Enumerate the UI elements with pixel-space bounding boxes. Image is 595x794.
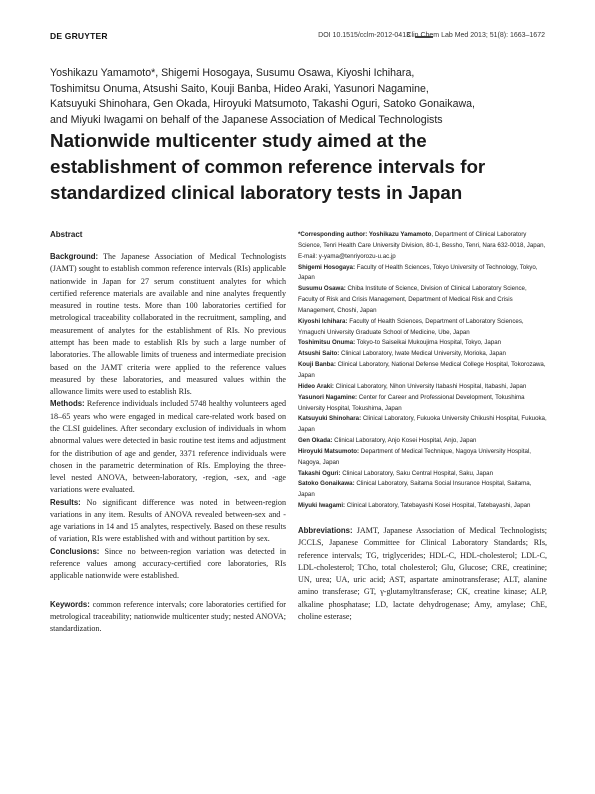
abstract-heading: Abstract	[50, 230, 83, 239]
conclusions-label: Conclusions:	[50, 546, 100, 556]
publisher-logo: DE GRUYTER	[50, 31, 108, 41]
article-title	[50, 128, 550, 206]
affiliation-item	[298, 414, 547, 436]
affiliation-name: Shigemi Hosogaya:	[298, 263, 355, 271]
keywords-label: Keywords:	[50, 599, 90, 609]
affiliation-text: Tokyo-to Saiseikai Mukoujima Hospital, Tokyo, Japan	[355, 339, 502, 347]
affiliation-text: Clinical Laboratory, National Defense Medical College Hospital, Tokorozawa, Japan	[298, 361, 546, 379]
methods-text: Reference individuals included 5748 healthy volunteers aged 18–65 years who were engaged in medical care-related work based on the CLSI guidelines. After secondary exclusion of individuals in whom abnormal values were detected in basic routine test items and adjustment for the distribution of age and gender, 3371 reference individuals were chosen in the parametric determination of RIs. Employing the three-level nested ANOVA, between-laboratory, -region, -sex, and -age variations were evaluated.	[50, 399, 286, 495]
page-header	[50, 31, 545, 45]
journal-citation: Clin Chem Lab Med 2013; 51(8): 1663–1672	[406, 32, 545, 39]
affiliation-name: Miyuki Iwagami:	[298, 502, 346, 510]
abstract-body	[50, 251, 286, 583]
keywords	[50, 599, 286, 636]
affiliation-text: , Department of Clinical Laboratory Science, Tenri Health Care University Division, 80-1, Bessho, Tenri, Nara 632-0018, Japan, E-mail: y-yama@tenriyorozu-u.ac.jp	[298, 231, 546, 260]
affiliation-name: Hiroyuki Matsumoto:	[298, 447, 360, 455]
results-text: No significant difference was noted in between-region variations in any item. Results of ANOVA revealed between-sex and -age variations in 14 and 15 analytes, respectively. Based on these results of variation, RIs were established with and without partition by sex.	[50, 497, 286, 544]
author-line: and Miyuki Iwagami on behalf of the Japanese Association of Medical Technologists	[50, 113, 443, 126]
affiliation-name: Satoko Gonaikawa:	[298, 480, 355, 488]
affiliation-text: Faculty of Health Sciences, Tokyo University of Technology, Tokyo, Japan	[298, 263, 538, 282]
affiliation-text: Center for Career and Professional Development, Tokushima University Hospital, Tokushima, Japan	[298, 393, 525, 412]
affiliation-item	[298, 447, 547, 469]
background-text: The Japanese Association of Medical Technologists (JAMT) sought to establish common reference intervals (RIs) applicable nationwide in Japan for 27 serum constituent analytes for which certified reference materials are available and nine analytes frequently measured in routine tests. More than 100 laboratories certified for metrological traceability collaborated in the recruitment, sampling, and measurement of analytes for the establishment of RIs. No previous attempt has been made to establish RIs by such a large number of laboratories. The allowable limits of trueness and intermediate precision based on the JAMT criteria were applied to the reference values measured by these laboratories, and measured values within the allowance limits were used to establish RIs.	[50, 252, 286, 397]
affiliation-item	[298, 469, 547, 480]
affiliation-text: Chiba Institute of Science, Division of Clinical Laboratory Science, Faculty of Risk and Crisis Management, Department of Medical Risk and Crisis Management, Choshi, Japan	[298, 285, 527, 314]
methods-label: Methods:	[50, 399, 85, 409]
affiliation-name: Gen Okada:	[298, 437, 333, 445]
author-line: Toshimitsu Onuma, Atsushi Saito, Kouji Banba, Hideo Araki, Yasunori Nagamine,	[50, 82, 429, 95]
affiliation-item	[298, 436, 547, 447]
affiliation-text: Clinical Laboratory, Iwate Medical University, Morioka, Japan	[339, 350, 506, 358]
author-line: Katsuyuki Shinohara, Gen Okada, Hiroyuki Matsumoto, Takashi Oguri, Satoko Gonaikawa,	[50, 98, 475, 111]
background-label: Background:	[50, 252, 99, 261]
affiliation-item	[298, 284, 547, 317]
author-line: Yoshikazu Yamamoto*, Shigemi Hosogaya, Susumu Osawa, Kiyoshi Ichihara,	[50, 67, 415, 79]
affiliation-text: Clinical Laboratory, Saitama Social Insurance Hospital, Saitama, Japan	[298, 480, 532, 499]
affiliation-item	[298, 263, 547, 285]
affiliation-item	[298, 317, 547, 339]
affiliation-item	[298, 349, 547, 360]
affiliation-item	[298, 501, 547, 512]
right-column	[298, 230, 547, 631]
affiliation-text: Clinical Laboratory, Tatebayashi Kosei Hospital, Tatebayashi, Japan	[345, 502, 531, 510]
results-label: Results:	[50, 497, 81, 507]
affiliation-name: Toshimitsu Onuma:	[298, 339, 356, 347]
affiliation-item	[298, 479, 547, 501]
title-line: establishment of common reference intervals for	[50, 156, 486, 177]
left-column	[50, 230, 286, 635]
author-list	[50, 66, 550, 128]
affiliation-name: Susumu Osawa:	[298, 285, 346, 293]
abbreviations	[298, 525, 547, 623]
affiliation-name: Hideo Araki:	[298, 382, 334, 390]
affiliation-item	[298, 230, 547, 263]
affiliation-item	[298, 393, 547, 415]
affiliation-text: Clinical Laboratory, Nihon University Itabashi Hospital, Itabashi, Japan	[333, 382, 527, 390]
affiliation-item	[298, 360, 547, 382]
affiliation-text: Clinical Laboratory, Fukuoka University Chikushi Hospital, Fukuoka, Japan	[298, 415, 547, 434]
affiliation-name: Yasunori Nagamine:	[298, 393, 358, 401]
affiliation-name: Katsuyuki Shinohara:	[298, 415, 362, 423]
affiliation-name: Kouji Banba:	[298, 361, 336, 369]
affiliation-text: Department of Medical Technique, Nagoya University Hospital, Nagoya, Japan	[298, 447, 531, 466]
doi[interactable]: DOI 10.1515/cclm-2012-0413	[318, 32, 410, 39]
affiliation-text: Faculty of Health Sciences, Department of Laboratory Sciences, Ymaguchi University Graduate School of Medicine, Ube, Japan	[298, 317, 524, 336]
abbreviations-text: JAMT, Japanese Association of Medical Technologists; JCCLS, Japanese Committee for Clinical Laboratory Standards; RIs, reference intervals; TG, triglycerides; HDL-C, HDL-cholesterol; LDL-C, LDL-cholesterol; TCho, total cholesterol; Glu, Glucose; CRE, creatinine; UN, urea; UA, uric acid; AST, aspartate aminotransferase; ALT, alanine amino transferase; GT, γ-glutamyltransferase; CK, creatine kinase; ALP, alkaline phosphatase; LD, lactate dehydrogenase; Amy, amylase; ChE, choline esterase;	[298, 525, 547, 621]
affiliation-text: Clinical Laboratory, Anjo Kosei Hospital, Anjo, Japan	[332, 437, 477, 445]
affiliation-name: *Corresponding author: Yoshikazu Yamamoto	[298, 231, 432, 238]
abbreviations-label: Abbreviations:	[298, 525, 353, 535]
affiliation-name: Atsushi Saito:	[298, 350, 340, 358]
title-line: standardized clinical laboratory tests in Japan	[50, 182, 463, 203]
affiliation-item	[298, 382, 547, 393]
affiliation-text: Clinical Laboratory, Saku Central Hospital, Saku, Japan	[340, 469, 494, 477]
affiliation-item	[298, 338, 547, 349]
conclusions-text: Since no between-region variation was detected in reference values among accuracy-certified core laboratories, RIs applicable nationwide were established.	[50, 546, 286, 581]
affiliation-name: Kiyoshi Ichihara:	[298, 317, 348, 325]
affiliation-name: Takashi Oguri:	[298, 469, 341, 477]
affiliation-list	[298, 230, 547, 512]
title-line: Nationwide multicenter study aimed at the	[50, 130, 427, 151]
keywords-text: common reference intervals; core laboratories certified for metrological traceability; nationwide multicenter study; nested ANOVA; standardization.	[50, 599, 286, 634]
